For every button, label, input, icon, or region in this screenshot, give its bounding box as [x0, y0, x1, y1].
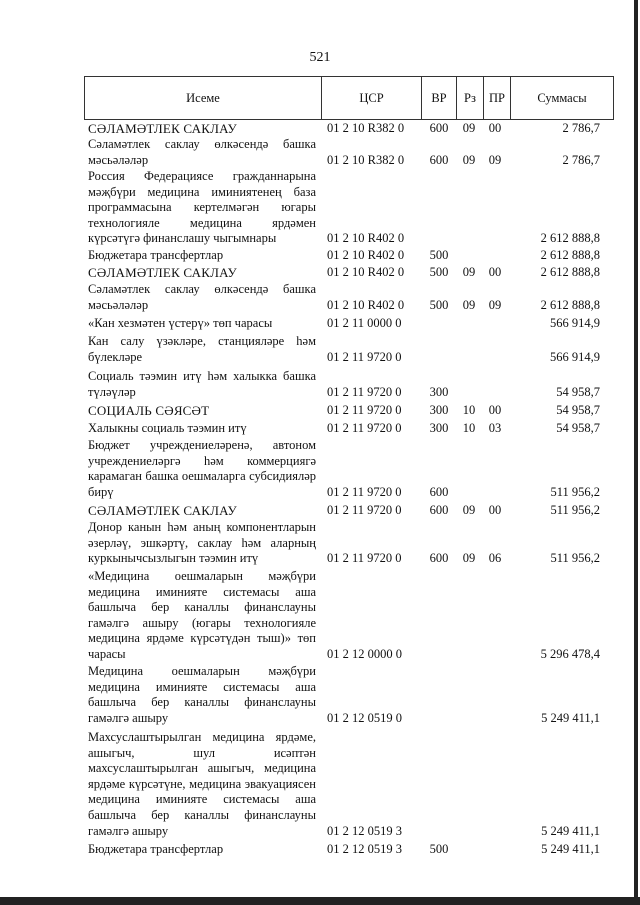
row-sum: 2 612 888,8	[540, 248, 600, 262]
row-name: «Кан хезмәтен үстерү» төп чарасы	[88, 316, 273, 330]
row-sum: 511 956,2	[550, 485, 600, 499]
row-vr: 500	[429, 265, 449, 279]
row-name: Социаль тәэмин итү һәм халыкка башка түләүләр	[88, 369, 316, 399]
row-name: СӘЛАМӘТЛЕК САКЛАУ	[88, 265, 237, 280]
header-rz: Рз	[464, 90, 476, 105]
row-csr: 01 2 11 9720 0	[327, 485, 402, 499]
row-pr: 00	[488, 121, 502, 135]
row-sum: 54 958,7	[556, 403, 600, 417]
row-name: «Медицина оешмаларын мәҗбүри медицина иминияте системасы аша башлыча бер каналлы финанслауны гамәлгә ашыру (югары технологияле медицина ярдәме күрсәтүдән тыш)» төп чарасы	[88, 569, 316, 661]
row-csr: 01 2 11 9720 0	[327, 503, 402, 517]
header-vr: ВР	[431, 90, 447, 105]
row-csr: 01 2 10 R402 0	[327, 298, 405, 312]
row-name: СОЦИАЛЬ СӘЯСӘТ	[88, 403, 210, 418]
row-csr: 01 2 10 R402 0	[327, 231, 405, 245]
row-sum: 2 786,7	[562, 121, 600, 135]
row-name: Махсуслаштырылган медицина ярдәме, ашыгыч, шул исәптән махсуслаштырылган ашыгыч, медицина ярдәме күрсәтүне, медицина эвакуациясен медицина иминияте системасы аша башлыча бер каналлы финанслауны гамәлгә ашыру	[88, 730, 316, 838]
row-rz: 09	[462, 265, 476, 279]
row-vr: 500	[429, 842, 449, 856]
row-name: Бюджетара трансфертлар	[88, 248, 224, 262]
table-row	[84, 520, 614, 568]
row-csr: 01 2 11 9720 0	[327, 350, 402, 364]
row-vr: 600	[429, 121, 449, 135]
row-sum: 511 956,2	[550, 503, 600, 517]
row-sum: 54 958,7	[556, 421, 600, 435]
row-csr: 01 2 11 9720 0	[327, 551, 402, 565]
header-sum: Суммасы	[537, 90, 587, 105]
row-rz: 09	[462, 298, 476, 312]
row-pr: 09	[488, 153, 502, 167]
row-sum: 5 249 411,1	[541, 842, 600, 856]
row-csr: 01 2 10 R382 0	[327, 121, 405, 135]
table-row	[84, 169, 614, 247]
row-csr: 01 2 12 0519 3	[327, 824, 402, 838]
row-csr: 01 2 12 0000 0	[327, 647, 402, 661]
page-number: 521	[309, 50, 331, 65]
table-row	[84, 730, 614, 840]
table-row	[84, 137, 614, 169]
row-vr: 300	[429, 385, 449, 399]
row-vr: 600	[429, 503, 449, 517]
row-pr: 00	[488, 403, 502, 417]
row-csr: 01 2 11 9720 0	[327, 421, 402, 435]
row-rz: 09	[462, 503, 476, 517]
table-row	[84, 334, 614, 366]
row-name: Россия Федерациясе гражданнарына мәҗбүри медицина иминиятенең база программасына кертелмәгән югары технологияле медицина ярдәмен күрсәтүгә финанслашу чыгымнары	[88, 169, 316, 246]
row-sum: 5 249 411,1	[541, 711, 600, 725]
row-csr: 01 2 12 0519 3	[327, 842, 402, 856]
row-sum: 566 914,9	[550, 316, 600, 330]
row-name: Донор канын һәм аның компонентларын әзерләү, эшкәртү, саклау һәм аларның куркынычсызлыгын тәэмин итү	[88, 520, 316, 566]
row-csr: 01 2 12 0519 0	[327, 711, 402, 725]
row-pr: 06	[488, 551, 502, 565]
row-vr: 300	[429, 403, 449, 417]
row-vr: 500	[429, 298, 449, 312]
row-pr: 03	[488, 421, 502, 435]
row-sum: 511 956,2	[550, 551, 600, 565]
row-name: Сәламәтлек саклау өлкәсендә башка мәсьәләләр	[88, 137, 316, 167]
row-vr: 600	[429, 485, 449, 499]
table-row	[84, 569, 614, 663]
row-csr: 01 2 10 R382 0	[327, 153, 405, 167]
row-vr: 300	[429, 421, 449, 435]
row-vr: 600	[429, 153, 449, 167]
row-csr: 01 2 10 R402 0	[327, 248, 405, 262]
row-name: СӘЛАМӘТЛЕК САКЛАУ	[88, 121, 237, 136]
row-pr: 00	[488, 265, 502, 279]
row-csr: 01 2 11 9720 0	[327, 385, 402, 399]
row-name: СӘЛАМӘТЛЕК САКЛАУ	[88, 503, 237, 518]
header-csr: ЦСР	[359, 90, 384, 105]
row-name: Медицина оешмаларын мәҗбүри медицина иминияте системасы аша башлыча бер каналлы финанслауны гамәлгә ашыру	[88, 664, 316, 725]
table-row	[84, 369, 614, 401]
row-name: Халыкны социаль тәэмин итү	[88, 421, 247, 435]
row-sum: 5 296 478,4	[540, 647, 600, 661]
row-sum: 2 786,7	[562, 153, 600, 167]
row-name: Бюджет учреждениеләренә, автоном учреждениеләргә һәм коммерциягә карамаган башка оешмаларга субсидияләр бирү	[88, 438, 316, 499]
page-bottom-edge	[0, 897, 640, 905]
row-rz: 09	[462, 153, 476, 167]
row-csr: 01 2 11 0000 0	[327, 316, 402, 330]
row-rz: 09	[462, 121, 476, 135]
row-vr: 500	[429, 248, 449, 262]
row-sum: 566 914,9	[550, 350, 600, 364]
header-pr: ПР	[489, 90, 505, 105]
row-rz: 09	[462, 551, 476, 565]
row-pr: 09	[488, 298, 502, 312]
row-rz: 10	[462, 421, 476, 435]
row-pr: 00	[488, 503, 502, 517]
row-sum: 2 612 888,8	[540, 265, 600, 279]
row-sum: 2 612 888,8	[540, 298, 600, 312]
table-row	[84, 438, 614, 502]
table-row	[84, 282, 614, 314]
row-name: Сәламәтлек саклау өлкәсендә башка мәсьәләләр	[88, 282, 316, 312]
row-csr: 01 2 11 9720 0	[327, 403, 402, 417]
row-vr: 600	[429, 551, 449, 565]
row-sum: 5 249 411,1	[541, 824, 600, 838]
row-rz: 10	[462, 403, 476, 417]
row-sum: 2 612 888,8	[540, 231, 600, 245]
table-header	[84, 76, 614, 120]
row-name: Бюджетара трансфертлар	[88, 842, 224, 856]
table-row	[84, 664, 614, 728]
row-sum: 54 958,7	[556, 385, 600, 399]
page-right-edge	[634, 0, 638, 905]
header-name: Исеме	[186, 90, 220, 105]
row-csr: 01 2 10 R402 0	[327, 265, 405, 279]
row-name: Кан салу үзәкләре, станцияләре һәм бүлекләре	[88, 334, 316, 364]
